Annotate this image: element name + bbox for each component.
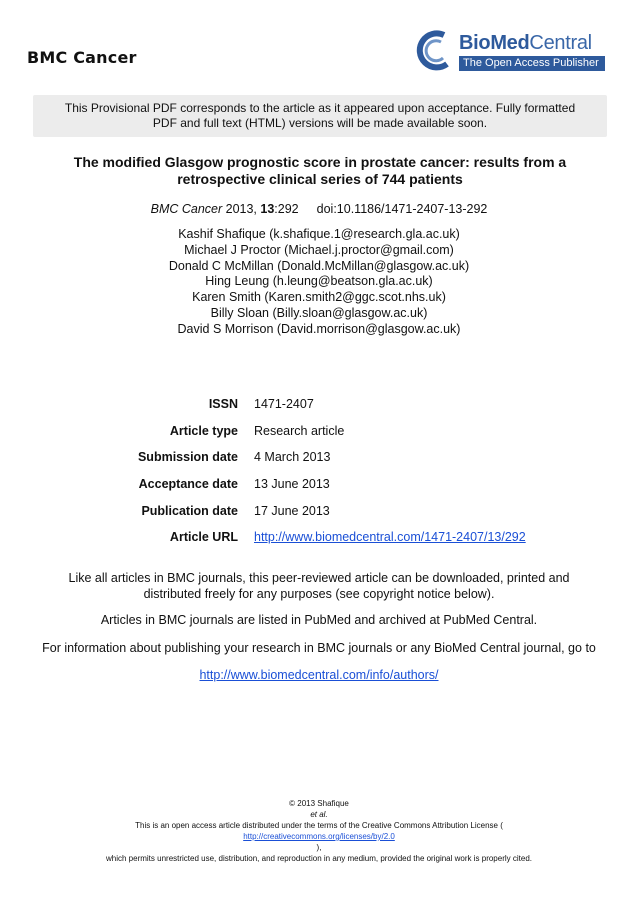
meta-row-article-url [0,529,638,545]
meta-value: 17 June 2013 [254,503,330,518]
pubmed-text: Articles in BMC journals are listed in PubMed and archived at PubMed Central. [100,613,538,627]
logo-bold: BioMed [459,32,530,54]
publishing-info-text: For information about publishing your research in BMC journals or any BioMed Central journal, go to [42,641,596,655]
citation-page: :292 [274,202,299,216]
meta-row-issn [0,396,638,412]
title-line-1: The modified Glasgow prognostic score in prostate cancer: results from a [73,154,567,170]
authors-info-paragraph [0,667,638,683]
author-item: Hing Leung (h.leung@beatson.gla.ac.uk) [205,274,433,289]
citation-volume: 13 [260,202,275,216]
meta-label: Submission date [137,450,238,464]
meta-value: 13 June 2013 [254,477,330,491]
meta-value: 4 March 2013 [254,450,331,464]
biomed-logo-arc-icon [414,30,458,72]
copyright-text: © 2013 Shafique [289,799,349,808]
article-title [40,154,600,188]
journal-title: BMC Cancer [27,48,137,67]
meta-label: ISSN [208,397,238,411]
citation-doi: doi:10.1186/1471-2407-13-292 [316,202,488,216]
authors-info-link[interactable]: http://www.biomedcentral.com/info/authors/ [199,668,439,682]
access-line-1: Like all articles in BMC journals, this peer-reviewed article can be downloaded, printed and [68,571,570,585]
license-link[interactable]: http://creativecommons.org/licenses/by/2.0 [243,832,395,841]
citation-year: 2013, [222,202,261,216]
biomed-central-logo [414,30,610,72]
logo-light: Central [529,32,592,54]
author-item: Donald C McMillan (Donald.McMillan@glasgow.ac.uk) [168,258,470,273]
logo-wordmark [459,32,592,55]
provisional-notice [33,95,607,137]
meta-label: Article type [169,423,238,438]
title-line-2: retrospective clinical series of 744 patients [177,171,463,187]
copyright-line [0,798,638,820]
pubmed-paragraph [0,612,638,628]
meta-row-submission-date [0,449,638,465]
citation [0,201,638,217]
license-prefix: This is an open access article distributed under the terms of the Creative Commons Attribution License ( [135,821,503,830]
license-footer [0,798,638,864]
license-suffix: ), [316,843,322,852]
notice-line-1: This Provisional PDF corresponds to the article as it appeared upon acceptance. Fully formatted [64,101,576,115]
meta-value: 1471-2407 [254,397,314,411]
license-line-2: which permits unrestricted use, distribution, and reproduction in any medium, provided the original work is properly cited. [106,854,532,863]
citation-journal: BMC Cancer [150,202,223,216]
meta-label: Acceptance date [138,477,238,491]
publishing-info-paragraph [0,640,638,656]
meta-label: Publication date [141,503,238,518]
meta-value: Research article [254,423,345,438]
article-url-link[interactable]: http://www.biomedcentral.com/1471-2407/13/292 [254,530,526,544]
meta-row-acceptance-date [0,476,638,492]
meta-row-article-type [0,423,638,439]
copyright-etal: et al. [310,810,328,819]
author-item: David S Morrison (David.morrison@glasgow.ac.uk) [177,321,461,336]
meta-row-publication-date [0,503,638,519]
author-item: Michael J Proctor (Michael.j.proctor@gmail.com) [184,242,454,257]
access-paragraph [0,570,638,602]
author-list [0,227,638,338]
author-item: Billy Sloan (Billy.sloan@glasgow.ac.uk) [210,305,428,320]
author-item: Karen Smith (Karen.smith2@ggc.scot.nhs.uk) [192,290,446,305]
meta-label: Article URL [169,530,238,544]
logo-tagline: The Open Access Publisher [459,56,605,71]
author-item: Kashif Shafique (k.shafique.1@research.gla.ac.uk) [178,227,460,241]
notice-line-2: PDF and full text (HTML) versions will be made available soon. [152,116,488,130]
license-line-1 [0,820,638,853]
access-line-2: distributed freely for any purposes (see copyright notice below). [143,587,495,601]
